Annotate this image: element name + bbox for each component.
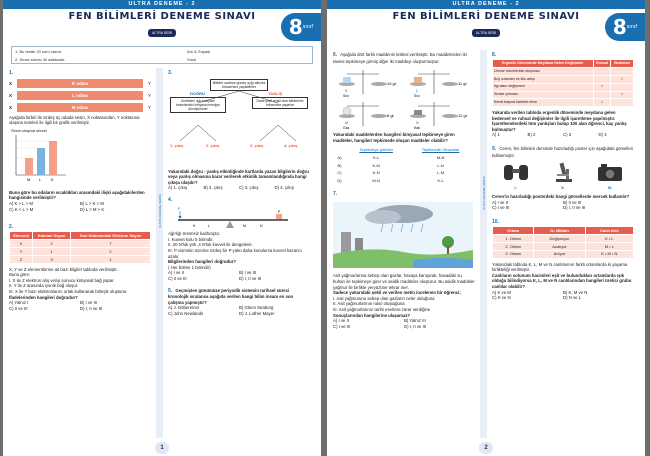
question-6: 6. Aşağıda dört farklı maddenin kütlesi verilmiştir. Bu maddelerden iki tanesi tepkimeye girmiş diğer iki maddeyi oluşturmuştur. 15 gr K Sıvı 11 gr L Sıvı 8 gr M Gaz 12 gr N Katı Yukarıdaki maddelerden hangileri kimyasal tepkimeye giren maddeler, hangileri tepkimede oluşan maddeler olabilir? Tepkimeye girenler Tepkimede Oluşanlar A) K-L M-N B) K-M L-N C) K-N L-M D) M-N K-L: [333, 52, 475, 185]
column-left: [9, 70, 151, 311]
question-1: 1. X K odası Y X L odası Y X M odası Y Aşağıda birbiri ile özdeş üç odada sesin, X noktasından, Y noktasına ulaşma süreleri ile ilgili bir grafik verilmiştir. Sesin ulaşma süresi M L K Buna göre bu odaların sıcaklıkları arasındaki ilişki aşağıdakilerden hangisinde verilmiştir? A) K > L > M B) L > K > M C) K < L > M D) L > M > K: [9, 70, 151, 212]
room-k: K odası: [17, 79, 143, 88]
option-c[interactable]: C) 3: [563, 132, 572, 138]
question-text: Yukarıdaki tabloda K, L, M ve N canlılarının farklı ortamlarda ki yaşama birlikteliği verilmiştir.: [492, 261, 628, 273]
top-banner: ULTRA DENEME - 2: [3, 0, 321, 9]
svg-text:11 gr: 11 gr: [458, 81, 467, 87]
question-5: 5. Geçmişten günümüze periyodik sistemin tarihsel süreci kronolojik sıralansa aşağıda verilen hangi bilim insanı en son çalışma yapmıştır? A) J. Döbereiner B) Glenn Seaborg C) John Newlands D) J. Lother Mayer: [168, 288, 310, 317]
question-prompt: Sadece yukarıdaki şekil ve verilen metin incelenen bir öğrenci;: [333, 290, 461, 296]
page-number: 2: [479, 442, 493, 454]
option-a[interactable]: A) 1: [492, 132, 500, 138]
series-badge: ULTRA SERİ: [472, 29, 500, 37]
bar-chart: [11, 133, 71, 183]
option-c[interactable]: C) I ve III: [333, 323, 351, 329]
option-b[interactable]: B) I ve III: [80, 300, 98, 306]
chart-title: Sesin ulaşma süresi: [11, 127, 47, 133]
room-l: L odası: [17, 91, 143, 100]
binoculars-image: I.: [498, 161, 534, 191]
rooms: [9, 79, 151, 113]
option-d[interactable]: D) M-N K-L: [334, 177, 475, 185]
option-a[interactable]: A) J. Döbereiner: [168, 305, 200, 311]
question-text: X, Y ve Z elementlerine ait bazı bilgiler tabloda verilmiştir.: [9, 266, 118, 272]
column-right: [492, 52, 634, 301]
svg-text:L: L: [416, 88, 419, 94]
bar-l: [37, 148, 45, 175]
answer-options: [168, 270, 310, 281]
bar-k: [49, 141, 57, 175]
option-c[interactable]: C) I ve III: [492, 205, 510, 211]
option-d[interactable]: D) I, II ve III: [80, 305, 103, 311]
exam-info-box: [11, 46, 313, 64]
option-b[interactable]: B) L > K > M: [80, 200, 104, 206]
false-label: YANLIŞ: [268, 90, 283, 96]
top-banner: ULTRA DENEME - 2: [327, 0, 645, 9]
question-text: Aşağıda birbiri ile özdeş üç odada sesin, X noktasından, Y noktasına ulaşma süreleri ile ilgili bir grafik verilmiştir.: [9, 114, 140, 126]
svg-text:K: K: [345, 88, 348, 94]
question-prompt: İfadelerinden hangileri doğrudur?: [9, 294, 78, 300]
grade-badge: $8^{sınıf}$: [605, 13, 645, 41]
option-d[interactable]: D) J. Lother Mayer: [239, 310, 275, 316]
fulcrum: [226, 221, 234, 228]
question-10: 10. Ortam O₂ Miktarı Canlı türü 1. Ortam Değişmiyor K • L 2. Ortam Azalıyor M • L 3. Ortam Artıyor K • M • N Yukarıdaki tabloda K, L, M ve N canlılarının farklı ortamlarda ki yaşama birlikteliği verilmiştir. Canlıların solunum hacimleri eşit ve bulundukları ortamlarda ışık olduğu bilindiyorsa K, L, M ve N canlılarından hangileri üretici grubu canlılar olabilir? A) K ve M B) K, M ve N C) K ve N D) N ve L: [492, 219, 634, 301]
tick-l: L: [39, 177, 42, 183]
column-right: [168, 70, 310, 316]
answer-options: [492, 290, 634, 301]
room-row: X M odası Y: [9, 104, 151, 111]
question-prompt: Canlıların solunum hacimleri eşit ve bulundukları ortamlarda ışık olduğu bilindiyorsa K, L, M ve N canlılarından hangileri üretici grubu canlılar olabilir?: [492, 272, 632, 289]
name-label: Adı & Soyadı: [187, 49, 211, 54]
answer-options: [9, 300, 151, 311]
exit-4: 4. çıkış: [284, 142, 298, 148]
answer-options: [492, 132, 634, 138]
exit-2: 2. çıkış: [206, 142, 220, 148]
answer-options: [168, 305, 310, 316]
environment-table: Ortam O₂ Miktarı Canlı türü 1. Ortam Değişmiyor K • L 2. Ortam Azalıyor M • L 3. Ortam Artıyor K • M • N: [492, 226, 634, 259]
question-2: 2. Element Katman Sayısı Son Katmandaki Elektron Sayısı X 2 7 Y 1 2 Z 3 1 X, Y ve Z elementlerine ait bazı bilgiler tabloda verilmiştir. Buna göre; I. X ile Z elektron alış verişi sonucu kimyasal bağ yapar. II. Y ile Z arasında iyonik bağ oluşur. III. X ile Y bazı elektronlarını ortak kullanarak birleşik oluşturur. İfadelerinden hangileri doğrudur? A) Yalnız I B) I ve III C) II ve III D) I, II ve III: [9, 224, 151, 311]
option-d[interactable]: D) I, II ve III: [239, 275, 262, 281]
question-text: Asit yağmurlarına sebep olan gazlar, havaya karışarak, havadaki su buharı ile tepkimeye girer ve asidik maddeler oluşturur. Bu asidik maddeler yağmur ile birlikte yeryüzüne tekrar iner.: [333, 273, 475, 290]
svg-text:8 gr: 8 gr: [387, 113, 394, 119]
device-images: [492, 161, 634, 191]
page-title: FEN BİLİMLERİ DENEME SINAVI: [68, 11, 256, 22]
option-c[interactable]: C) John Newlands: [168, 310, 204, 316]
info-line-2: 2. Sınav süresi 40 dakikadır.: [15, 57, 66, 62]
option-c[interactable]: C) 3. çıkış: [239, 185, 259, 191]
option-a[interactable]: A) K > L > M: [9, 200, 33, 206]
series-badge: ULTRA SERİ: [148, 29, 176, 37]
camera-image: III.: [592, 161, 628, 191]
bar-m: [25, 158, 33, 175]
question-text: Aşağıda dört farklı maddenin kütlesi verilmiştir. Bu maddelerden iki tanesi tepkimeye girmiş diğer iki maddeyi oluşturmuştur.: [333, 52, 467, 64]
answer-options: [333, 318, 475, 329]
option-a[interactable]: A) I ve II: [168, 270, 184, 276]
scale-n: [404, 98, 475, 130]
scale-l: [404, 66, 475, 98]
svg-text:Sıvı: Sıvı: [343, 94, 350, 99]
svg-text:N: N: [416, 120, 419, 126]
page-number: 1: [155, 442, 169, 454]
question-prompt: Yukarıdaki maddelerden hangileri kimyasal tepkimeye giren maddeler, hangileri tepkimede oluşan maddeler olabilir?: [333, 132, 455, 143]
scale-m: [333, 98, 404, 130]
question-prompt: Yukarıda verilen tabloda ergenlik döneminde meydana gelen bedensel ve ruhsal değişimler ile ilgili işaretleme yapılmıştır. İşaretlemelerdeki tüm yanlışları bulup 100 alan öğrenci, kaç yanlış bulmuştur?: [492, 110, 627, 132]
question-9: 9. Ceren, fen bilimleri dersinde hazırladığı poster için aşağıdaki görselleri kullanmıştır. I. II. III. Ceren'in hazırladığı posterdeki hangi görsellerde mercek kullanılır? A) I ve II B) II ve III C) I ve III D) I, II ve III: [492, 146, 634, 211]
page-title: FEN BİLİMLERİ DENEME SINAVI: [392, 11, 580, 22]
sound-chart: [11, 128, 151, 186]
option-a[interactable]: A) Yalnız I: [9, 300, 29, 306]
exam-page-1: [3, 0, 321, 456]
svg-text:K: K: [193, 223, 196, 228]
column-left: [333, 52, 475, 329]
question-prompt: Geçmişten günümüze periyodik sistemin tarihsel süreci kronolojik sıralansa aşağıda verilen hangi bilim insanı en son çalışma yapmıştır?: [168, 287, 294, 305]
question-7: 7. Asit yağmurlarına sebep olan gazlar, havaya karışarak, havadaki su buharı ile tepkimeye girer ve asidik maddeler oluşturur. Bu asidik maddeler yağmur ile birlikte yeryüzüne tekrar iner. Sadece yukarıdaki şekil ve verilen metin incelenen bir öğrenci; I. Asit yağmurunu sebep olan gazların neler olduğuna II. Asit yağmurlarının nasıl oluştuğuna III. Asit yağmurlarının tarihi eserlere zarar verdiğine Sonuçlarından hangilerine ulaşamaz? A) I ve II B) Yalnız III C) I ve III D) I, II ve III: [333, 191, 475, 329]
option-d[interactable]: D) I, II ve III: [563, 205, 586, 211]
option-b[interactable]: B) I ve III: [239, 270, 257, 276]
class-label: Sınıfı: [187, 57, 197, 62]
option-b[interactable]: B) 2. çıkış: [203, 185, 223, 191]
flow-left-box: Ürettikleri ışık enerjisini besinlerdeki kimyasal enerjiye dönüştürürler: [170, 97, 226, 113]
question-text: Ceren, fen bilimleri dersinde hazırladığı poster için aşağıdaki görselleri kullanmıştır.: [492, 146, 634, 158]
svg-text:Gaz: Gaz: [343, 126, 350, 131]
svg-text:M: M: [345, 120, 349, 126]
answer-table: Tepkimeye girenler Tepkimede Oluşanlar A) K-L M-N B) K-M L-N C) K-N L-M D) M-N K-L: [333, 145, 475, 185]
flow-right-box: Daha yeşil renkli olan bitkilerinin fotosentez yaparlar: [252, 97, 308, 109]
exam-page-2: [327, 0, 645, 456]
option-a[interactable]: A) I ve II: [333, 318, 349, 324]
svg-text:Katı: Katı: [414, 126, 421, 131]
option-d[interactable]: D) L > M > K: [80, 206, 105, 212]
acid-rain-illustration: [333, 201, 473, 269]
svg-text:P: P: [278, 209, 281, 214]
option-c[interactable]: C) II ve III: [168, 275, 187, 281]
question-prompt: Yukarıdaki doğru - yanlış etkinliğinde kartlarda yazan bilgilerin doğru veya yanlış olmasına karar verilerek etkinlik tamamlandığında hangi çıkışa ulaşılır?: [168, 168, 309, 185]
info-line-1: 1. Bu testte 20 soru vardır.: [15, 49, 62, 54]
answer-options: [492, 200, 634, 211]
puberty-table: Ergenlik Döneminde Meydana Gelen Değişimler Ruhsal Bedensel Üreme hücrelerinin oluşması Boy uzaması ve kilo artışı ✓ İlgi alanı değişmesi ✓ Sivilce çıkması ✓ Kendi başına hareket etme ✓: [492, 59, 634, 108]
option-d[interactable]: D) I, II ve III: [404, 323, 427, 329]
option-a[interactable]: A) 1. çıkış: [168, 185, 188, 191]
svg-text:Sıvı: Sıvı: [414, 94, 421, 99]
microscope-image: II.: [545, 161, 581, 191]
option-d[interactable]: D) 4. çıkış: [274, 185, 294, 191]
question-4: 4. F K L M N P Ağırlığı önemsiz kaldıraçta; I. Kuvvet kolu 5 birimdir. II. 20 N'luk yük ,4 N'luk kuvvet ile dengelenir. III. P cisminin üzerine özdeş bir P yükü daha konulursa kuvvet kazancı azalır. Bilgilerinden hangileri doğrudur? ( Her bölme 1 birimdir) A) I ve II B) I ve III C) II ve III D) I, II ve III: [168, 197, 310, 282]
option-d[interactable]: D) 4: [598, 132, 607, 138]
room-m: M odası: [17, 103, 143, 112]
svg-text:L: L: [208, 223, 210, 228]
option-c[interactable]: C) K ve N: [492, 295, 511, 301]
scales: [333, 66, 475, 130]
page-footer: [327, 442, 645, 454]
option-c[interactable]: C) K-N L-M: [334, 169, 475, 177]
option-a[interactable]: A) K-L M-N: [334, 154, 475, 162]
option-a[interactable]: A) K ve M: [492, 289, 511, 295]
column-divider: ULTRA DENEME SERİSİ: [480, 50, 487, 438]
question-prompt: Buna göre bu odaların sıcaklıkları arasındaki ilişki aşağıdakilerden hangisinde verilmiştir?: [9, 189, 145, 201]
tick-m: M: [27, 177, 31, 183]
true-label: DOĞRU: [190, 90, 205, 96]
answer-options: [168, 185, 310, 191]
question-8: 8. Ergenlik Döneminde Meydana Gelen Değişimler Ruhsal Bedensel Üreme hücrelerinin oluşması Boy uzaması ve kilo artışı ✓ İlgi alanı değişmesi ✓ Sivilce çıkması ✓ Kendi başına hareket etme ✓ Yukarıda verilen tabloda ergenlik döneminde meydana gelen bedensel ve ruhsal değişimler ile ilgili işaretleme yapılmıştır. İşaretlemelerdeki tüm yanlışları bulup 100 alan öğrenci, kaç yanlış bulmuştur? A) 1 B) 2 C) 3 D) 4: [492, 52, 634, 138]
option-b[interactable]: B) Yalnız III: [404, 318, 426, 324]
option-d[interactable]: D) N ve L: [563, 295, 582, 301]
tick-k: K: [51, 177, 54, 183]
lever-diagram: [168, 204, 308, 230]
lever-bar: [178, 219, 288, 221]
exit-3: 3. çıkış: [250, 142, 264, 148]
svg-text:M: M: [243, 223, 246, 228]
load-p: [276, 214, 282, 219]
option-b[interactable]: B) Glenn Seaborg: [239, 305, 274, 311]
option-c[interactable]: C) K < L > M: [9, 206, 34, 212]
svg-text:15 gr: 15 gr: [387, 81, 397, 87]
option-a[interactable]: A) I ve II: [492, 199, 508, 205]
question-prompt: Bilgilerinden hangileri doğrudur?: [168, 259, 237, 265]
room-row: X K odası Y: [9, 80, 151, 87]
grade-badge: $8^{sınıf}$: [281, 13, 321, 41]
option-c[interactable]: C) II ve III: [9, 305, 28, 311]
true-false-flow: [168, 79, 310, 167]
svg-text:12 gr: 12 gr: [458, 113, 468, 119]
room-row: X L odası Y: [9, 92, 151, 99]
question-3: 3. Bitkiler sadece güneş ışığı altında fotosentez yapabilirler DOĞRU YANLIŞ Ürettikleri ışık enerjisini besinlerdeki kimyasal enerjiye dönüştürürler Daha yeşil renkli olan bitkilerinin fotosentez yaparlar 1. çıkış 2. çıkış 3. çıkış 4. çıkış Yukarıdaki doğru - yanlış etkinliğinde kartlarda yazan bilgilerin doğru veya yanlış olmasına karar verilerek etkinlik tamamlandığında hangi çıkışa ulaşılır? A) 1. çıkış B) 2. çıkış C) 3. çıkış D) 4. çıkış: [168, 70, 309, 191]
option-b[interactable]: B) II ve III: [563, 199, 582, 205]
force-label: F: [178, 205, 181, 211]
scale-k: [333, 66, 404, 98]
svg-text:N: N: [260, 223, 263, 228]
answer-options: [9, 201, 151, 212]
option-b[interactable]: B) K, M ve N: [563, 289, 588, 295]
option-b[interactable]: B) 2: [527, 132, 536, 138]
page-footer: [3, 442, 321, 454]
element-table: Element Katman Sayısı Son Katmandaki Elektron Sayısı X 2 7 Y 1 2 Z 3 1: [9, 231, 151, 264]
exit-1: 1. çıkış: [170, 142, 184, 148]
option-b[interactable]: B) K-M L-N: [334, 161, 475, 169]
column-divider: ULTRA DENEME SERİSİ: [156, 68, 163, 438]
flow-start-box: Bitkiler sadece güneş ışığı altında fotosentez yapabilirler: [210, 79, 268, 91]
question-prompt: Ceren'in hazırladığı posterdeki hangi görsellerde mercek kullanılır?: [492, 194, 630, 200]
